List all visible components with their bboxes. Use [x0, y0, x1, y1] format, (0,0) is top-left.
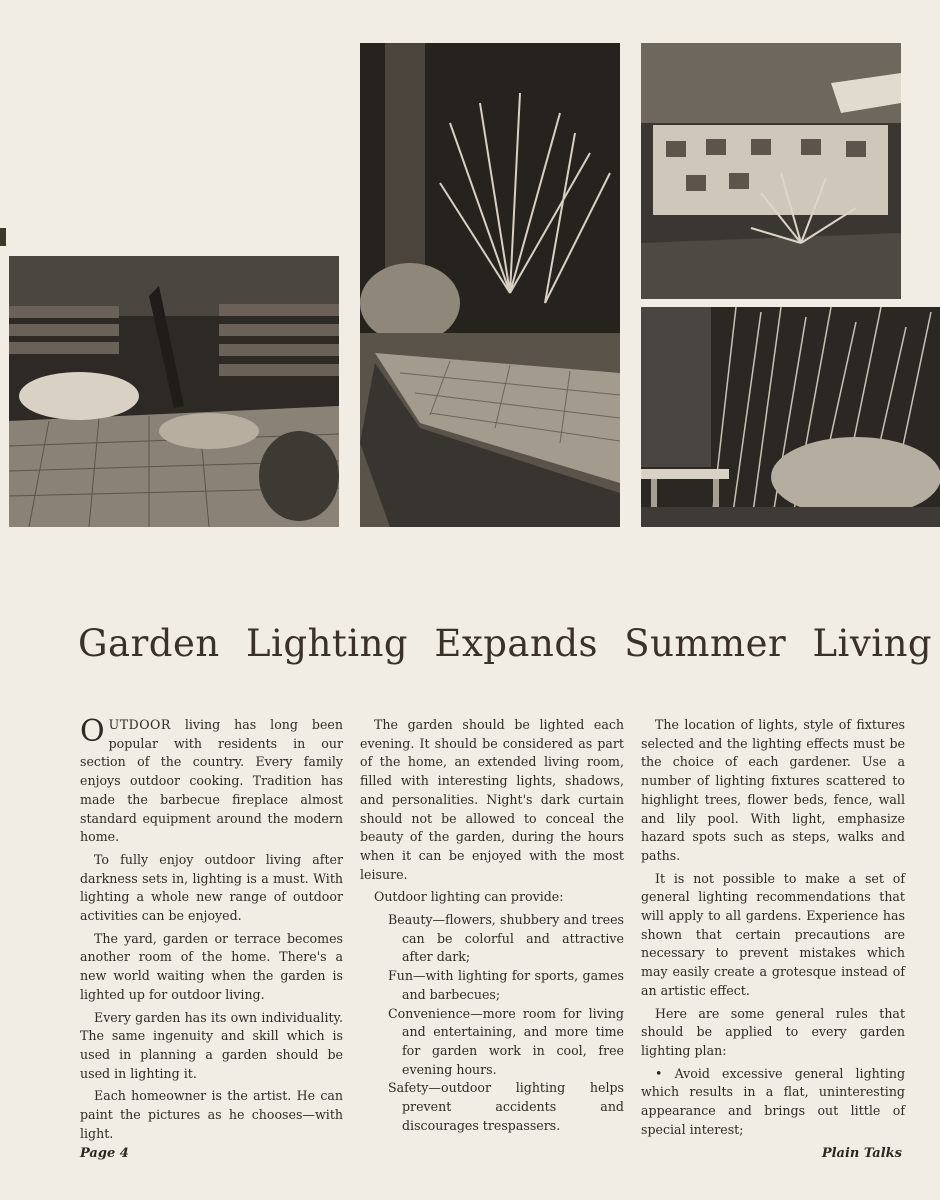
- column1-paragraph-2: To fully enjoy outdoor living after darkness sets in, lighting is a must. With lighting a whole new range of outdoor activities can be enjoyed.: [80, 851, 343, 924]
- column1-paragraph-3: The yard, garden or terrace becomes another room of the home. There's a new world waiting when the garden is lighted up for outdoor living.: [80, 930, 343, 1002]
- headline: Garden Lighting Expands Summer Living: [78, 622, 933, 665]
- article-column-3: [641, 716, 905, 1143]
- list-item: Fun—with lighting for sports, games and barbecues;: [388, 968, 624, 1002]
- column3-bullet-text: Avoid excessive general lighting which results in a flat, uninteresting appearance and brings out little of special interest;: [641, 1065, 906, 1137]
- list-item: Safety—outdoor lighting helps prevent accidents and discourages trespassers.: [388, 1080, 624, 1133]
- column3-bullet: [641, 1065, 905, 1140]
- list-item: Beauty—flowers, shubbery and trees can be colorful and attractive after dark;: [388, 912, 624, 965]
- article-column-2: [360, 716, 624, 1135]
- column3-paragraph-1: The location of lights, style of fixtures selected and the lighting effects must be the choice of each gardener. Use a number of lighting fixtures scattered to highlight trees, flower beds, fence, wall and lily pool. With light, emphasize hazard spots such as steps, walks and paths.: [641, 717, 905, 863]
- column2-paragraph-2: Outdoor lighting can provide:: [374, 889, 564, 905]
- column3-paragraph-3: Here are some general rules that should be applied to every garden lighting plan:: [641, 1005, 905, 1058]
- photo-block-wall: [641, 43, 901, 299]
- column2-paragraph-1: The garden should be lighted each evening. It should be considered as part of the home, an extended living room, filled with interesting lights, shadows, and personalities. Night's dark curtain should not be allowed to conceal the beauty of the garden, during the hours when it can be enjoyed with the most leisure.: [360, 717, 624, 882]
- article-column-1: [80, 716, 343, 1147]
- column1-paragraph-1: [80, 716, 343, 847]
- lead-word: UTDOOR: [108, 717, 171, 732]
- publication-name: Plain Talks: [821, 1146, 902, 1161]
- photo-patio-fence: [9, 256, 339, 527]
- column1-paragraph-4: Every garden has its own individuality. The same ingenuity and skill which is used in planning a garden should be used in lighting it.: [80, 1009, 343, 1081]
- drop-cap: O: [80, 714, 105, 749]
- page-number: Page 4: [80, 1146, 129, 1161]
- list-item: Convenience—more room for living and entertaining, and more time for garden work in cool, free evening hours.: [388, 1005, 624, 1077]
- bullet-icon: •: [655, 1065, 675, 1081]
- photo-palm-path: [360, 43, 620, 527]
- page-edge-mark: [0, 228, 6, 246]
- photo-bamboo-bench: [641, 307, 940, 527]
- column3-paragraph-2: It is not possible to make a set of general lighting recommendations that will apply to all gardens. Experience has shown that certain precautions are necessary to prevent mistakes which may easily create a grotesque instead of an artistic effect.: [641, 870, 905, 998]
- benefits-list: [360, 911, 624, 1135]
- column1-paragraph-1-text: living has long been popular with residents in our section of the country. Every family enjoys outdoor cooking. Tradition has made the barbecue fireplace almost standard equipment around the modern home.: [80, 717, 343, 845]
- column1-paragraph-5: Each homeowner is the artist. He can paint the pictures as he chooses—with light.: [80, 1088, 343, 1141]
